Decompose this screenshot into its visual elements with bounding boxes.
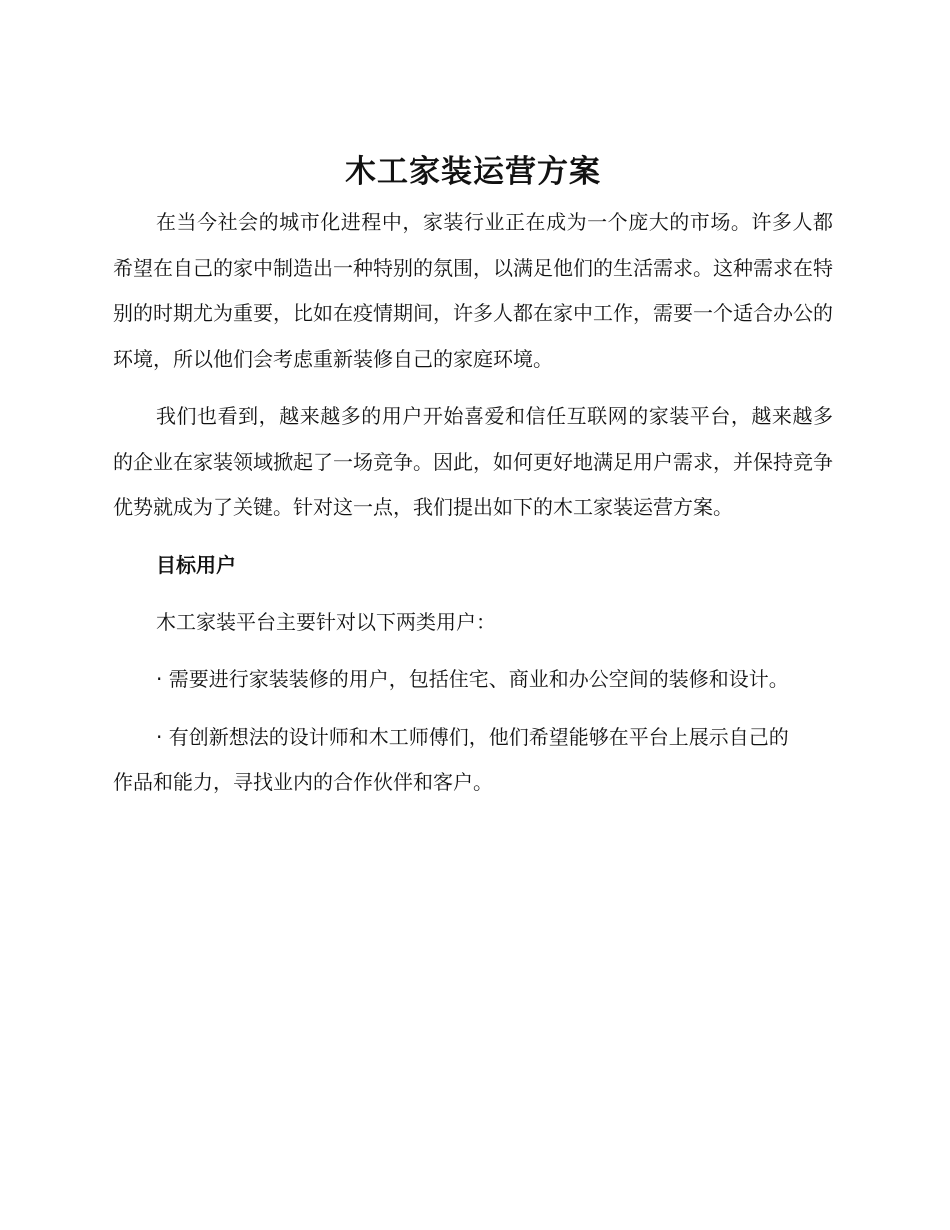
context-paragraph: 我们也看到，越来越多的用户开始喜爱和信任互联网的家装平台，越来越多的企业在家装领域掀起了一场竞争。因此，如何更好地满足用户需求，并保持竞争优势就成为了关键。针对这一点，我们提出如下的木工家装运营方案。 [113,404,833,519]
bullet-item-renovation-users: · 需要进行家装装修的用户，包括住宅、商业和办公空间的装修和设计。 [156,667,789,691]
document-title: 木工家装运营方案 [345,154,601,190]
intro-paragraph: 在当今社会的城市化进程中，家装行业正在成为一个庞大的市场。许多人都希望在自己的家中制造出一种特别的氛围，以满足他们的生活需求。这种需求在特别的时期尤为重要，比如在疫情期间，许多人都在家中工作，需要一个适合办公的环境，所以他们会考虑重新装修自己的家庭环境。 [113,210,833,371]
section-heading-target-users: 目标用户 [156,552,236,577]
bullet-item-designers-carpenters: · 有创新想法的设计师和木工师傅们，他们希望能够在平台上展示自己的作品和能力，寻找业内的合作伙伴和客户。 [113,724,789,794]
section-intro-paragraph: 木工家装平台主要针对以下两类用户： [156,609,496,634]
document-page [113,150,833,818]
